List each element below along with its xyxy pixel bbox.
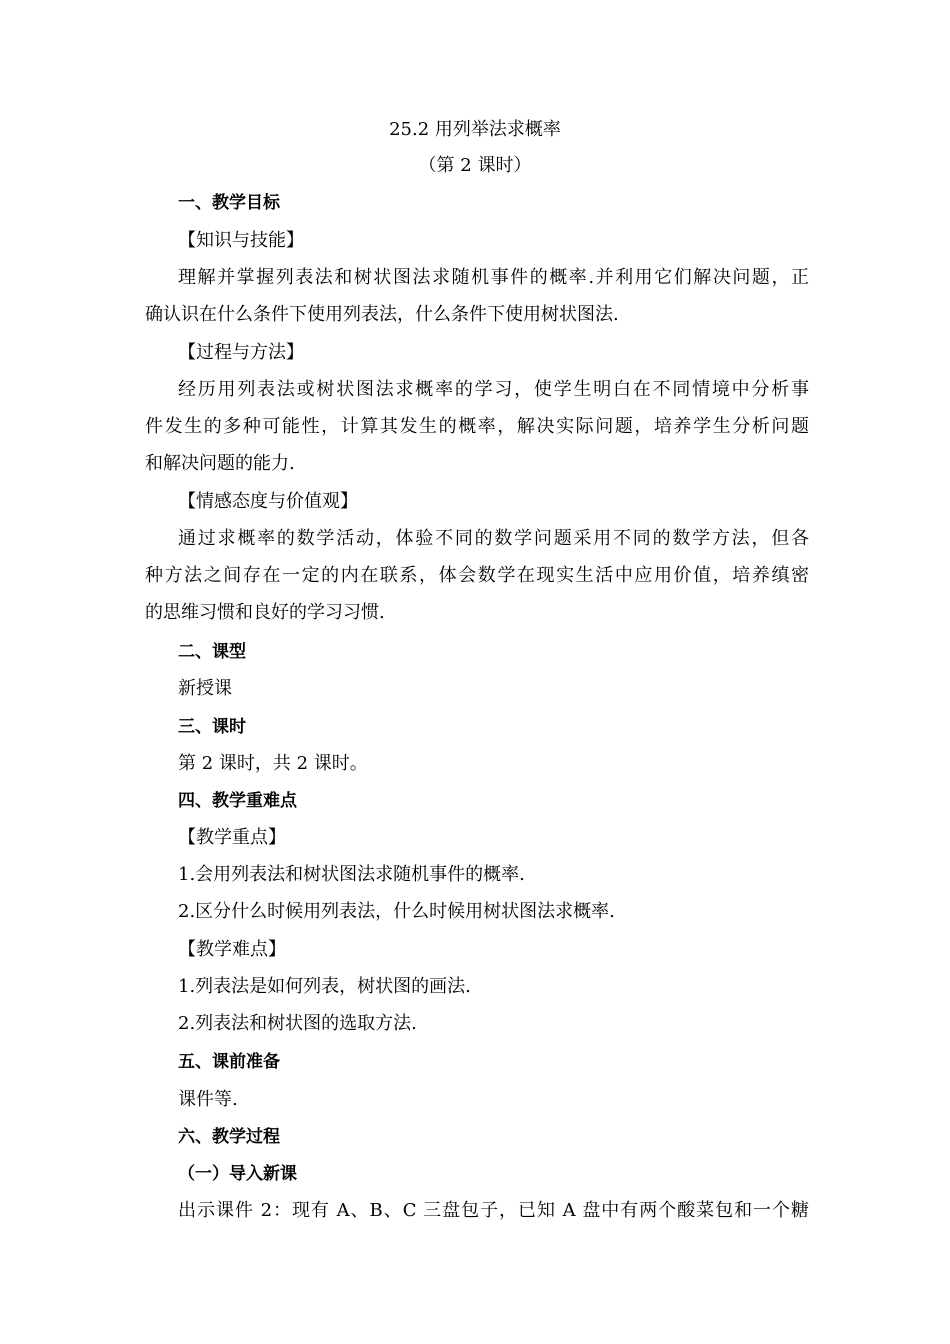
label-process-method: 【过程与方法】 <box>178 342 304 363</box>
page-title: 25.2 用列举法求概率 <box>389 119 561 140</box>
section-heading-lesson-type: 二、课型 <box>178 642 246 662</box>
label-difficult-points: 【教学难点】 <box>178 939 286 960</box>
paragraph-line: 和解决问题的能力. <box>145 453 295 474</box>
label-knowledge-skills: 【知识与技能】 <box>178 230 304 251</box>
paragraph-line: 的思维习惯和良好的学习习惯. <box>145 602 385 623</box>
paragraph-line: 理解并掌握列表法和树状图法求随机事件的概率.并利用它们解决问题，正 <box>178 267 809 288</box>
paragraph-line: 确认识在什么条件下使用列表法，什么条件下使用树状图法. <box>145 304 619 325</box>
list-item: 2.列表法和树状图的选取方法. <box>178 1013 417 1034</box>
paragraph-line: 种方法之间存在一定的内在联系，体会数学在现实生活中应用价值，培养缜密 <box>145 565 809 586</box>
lesson-type-text: 新授课 <box>178 678 232 699</box>
paragraph-line: 出示课件 2：现有 A、B、C 三盘包子，已知 A 盘中有两个酸菜包和一个糖 <box>178 1200 809 1221</box>
preparation-text: 课件等. <box>178 1089 238 1110</box>
list-item: 1.列表法是如何列表，树状图的画法. <box>178 976 471 997</box>
subsection-heading-intro: （一）导入新课 <box>178 1164 297 1184</box>
periods-text: 第 2 课时，共 2 课时。 <box>178 753 368 774</box>
section-heading-objectives: 一、教学目标 <box>178 193 280 213</box>
list-item: 2.区分什么时候用列表法，什么时候用树状图法求概率. <box>178 901 615 922</box>
section-heading-periods: 三、课时 <box>178 717 246 737</box>
list-item: 1.会用列表法和树状图法求随机事件的概率. <box>178 864 525 885</box>
paragraph-line: 件发生的多种可能性，计算其发生的概率，解决实际问题，培养学生分析问题 <box>145 416 809 437</box>
section-heading-teaching-process: 六、教学过程 <box>178 1127 280 1147</box>
section-heading-key-difficult: 四、教学重难点 <box>178 791 297 811</box>
page-subtitle: （第 2 课时） <box>418 155 532 176</box>
paragraph-line: 经历用列表法或树状图法求概率的学习，使学生明白在不同情境中分析事 <box>178 379 809 400</box>
label-attitude-values: 【情感态度与价值观】 <box>178 491 358 512</box>
section-heading-preparation: 五、课前准备 <box>178 1052 280 1072</box>
paragraph-line: 通过求概率的数学活动，体验不同的数学问题采用不同的数学方法，但各 <box>178 528 809 549</box>
label-key-points: 【教学重点】 <box>178 827 286 848</box>
